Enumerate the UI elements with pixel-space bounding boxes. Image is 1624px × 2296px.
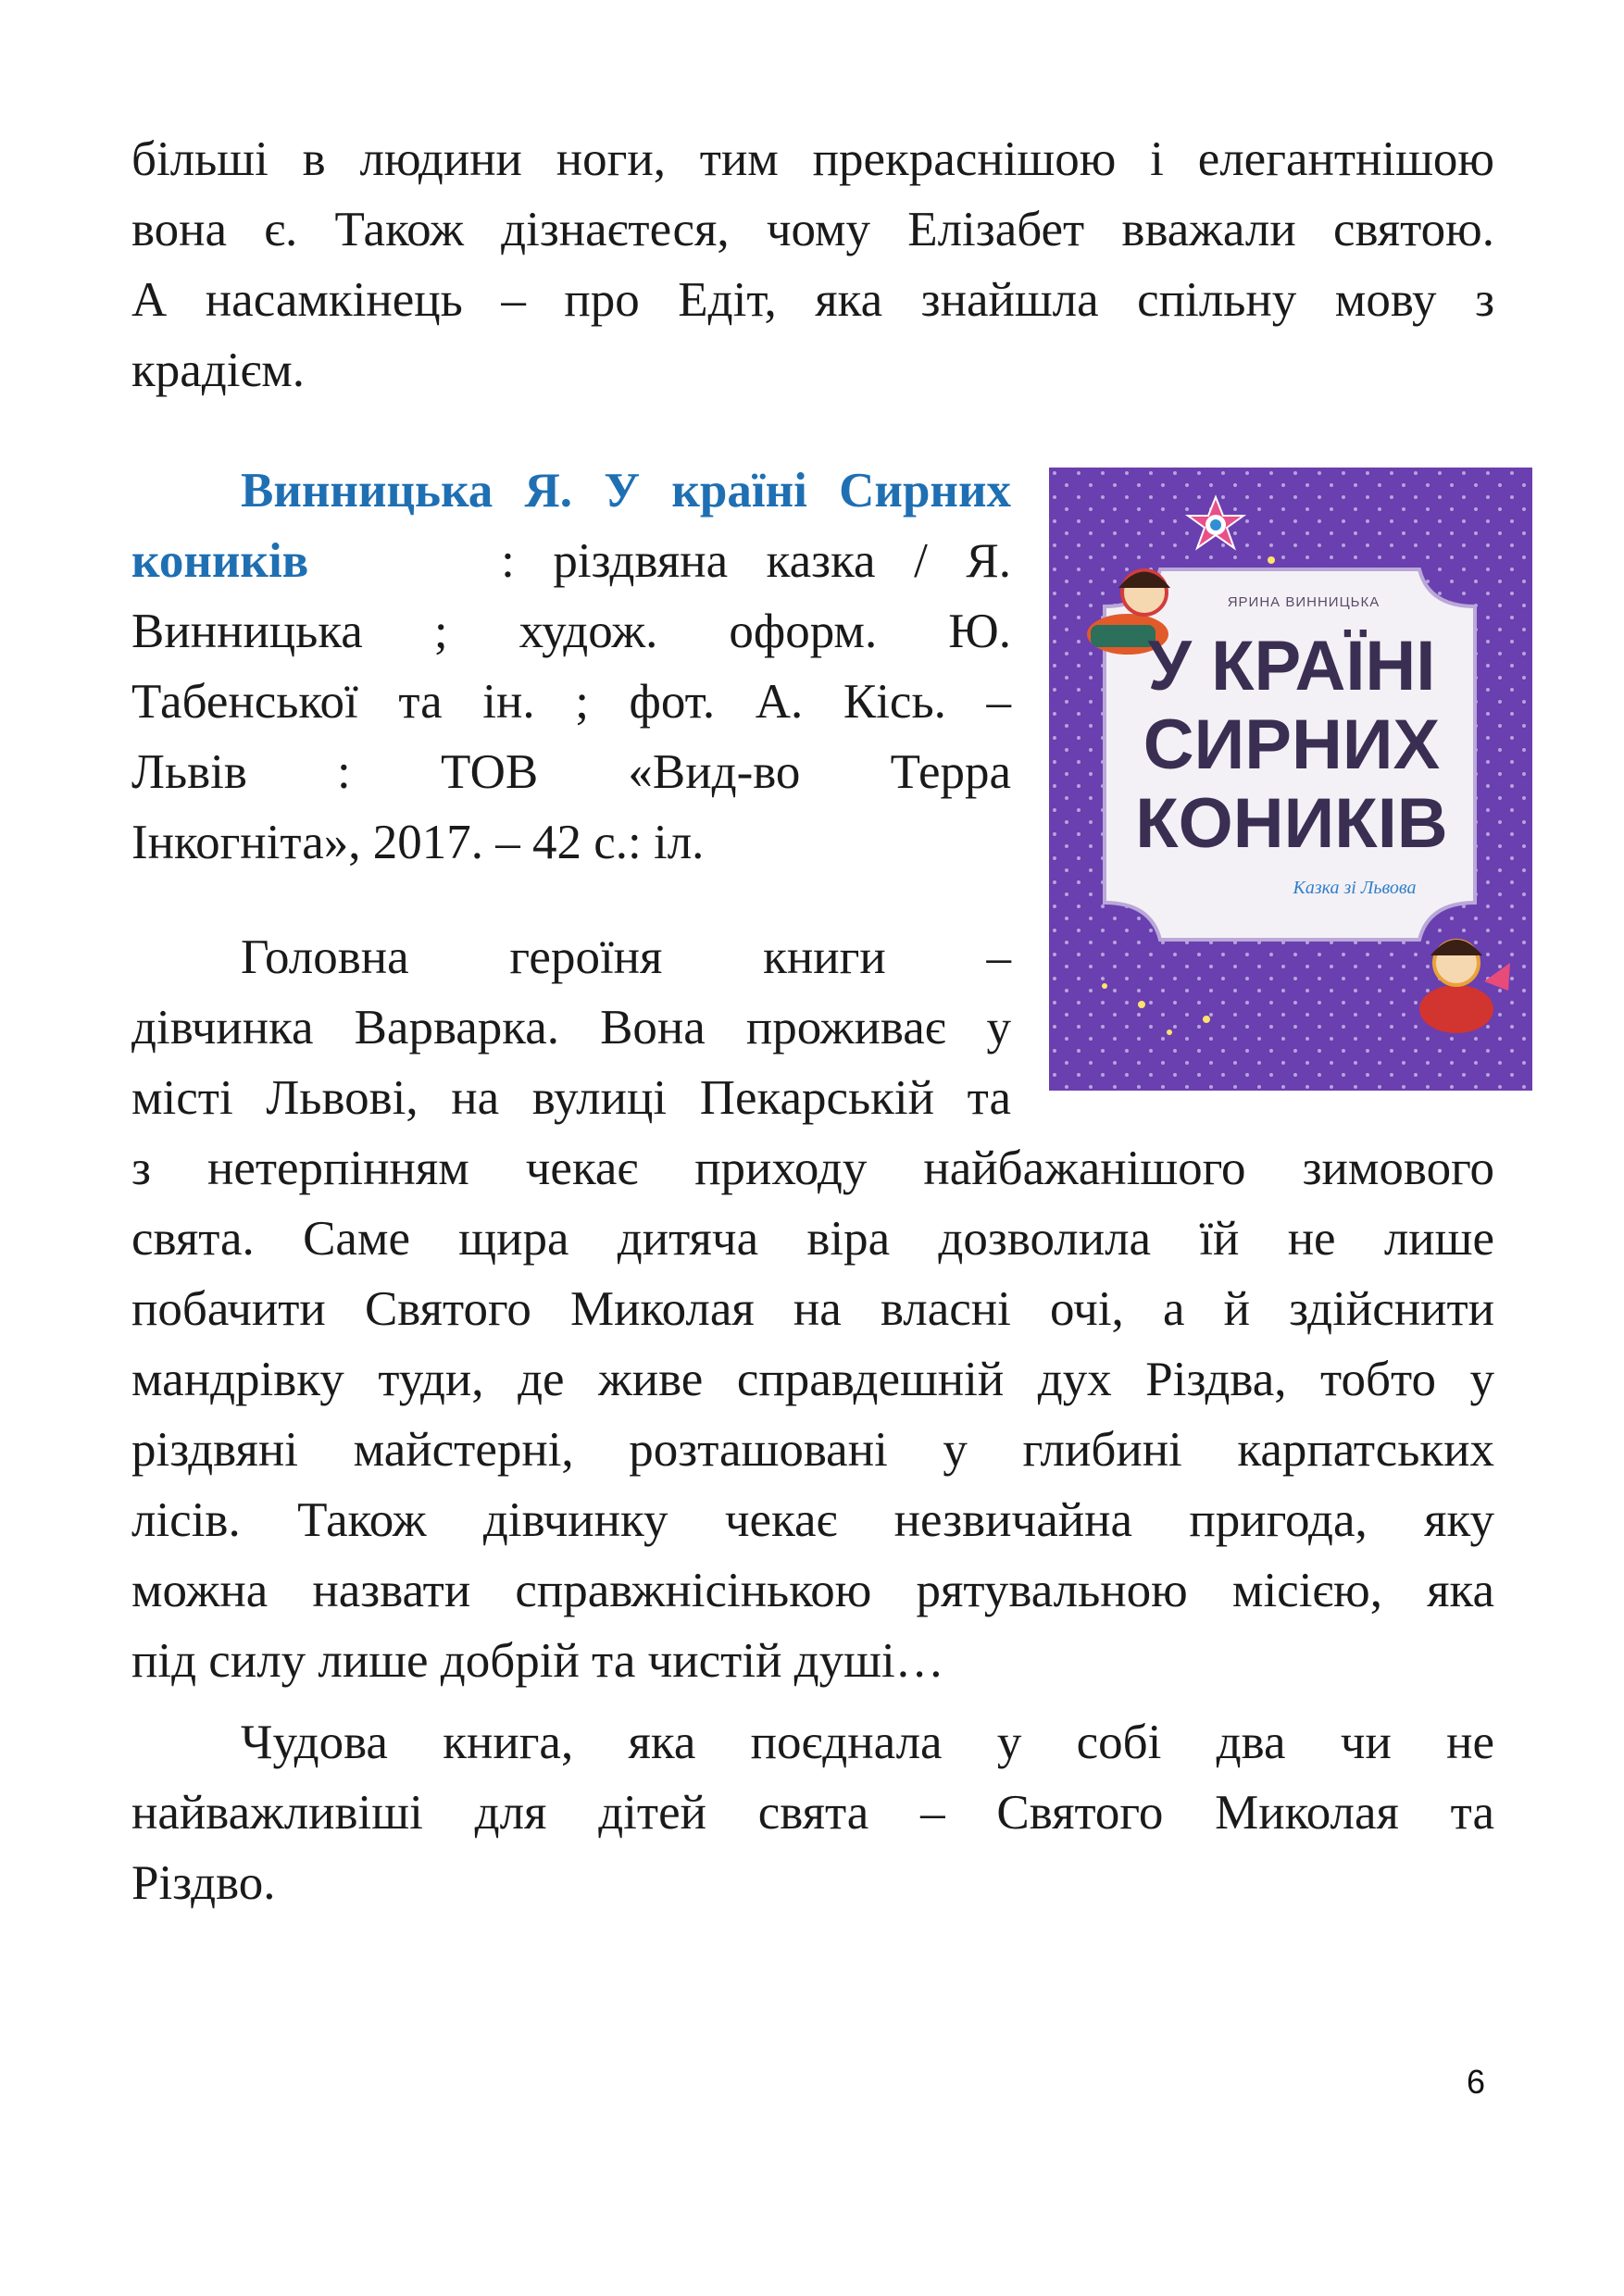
book-desc-text: : різдвяна казка / Я. [501, 534, 1011, 588]
intro-line: А насамкінець – про Едіт, яка знайшла спільну мову з [131, 273, 1494, 327]
summary-line: дівчинка Варварка. Вона проживає у [131, 1001, 1011, 1054]
cover-title-line: У КРАЇНІ [1147, 627, 1436, 705]
cover-author: ЯРИНА ВИННИЦЬКА [1227, 594, 1380, 610]
summary-line: мандрівку туди, де живе справдешній дух Різдва, тобто у [131, 1353, 1494, 1406]
closing-paragraph [131, 1707, 1494, 1918]
summary-line: Головна героїня книги – [241, 930, 1011, 984]
book-title: Винницька Я. У країні Сирних [241, 464, 1011, 518]
intro-paragraph [131, 124, 1494, 406]
intro-line: крадієм. [131, 343, 306, 397]
summary-line: свята. Саме щира дитяча віра дозволила їй не лише [131, 1212, 1494, 1266]
book-desc-line: Львів : ТОВ «Вид-во Терра [131, 745, 1011, 799]
book-title-continued: коників [131, 534, 309, 588]
book-title-line [131, 455, 1011, 526]
summary-line: лісів. Також дівчинку чекає незвичайна пригода, яку [131, 1493, 1494, 1547]
cover-title-line: КОНИКІВ [1135, 784, 1448, 863]
closing-line: Чудова книга, яка поєднала у собі два чи не [241, 1716, 1494, 1769]
summary-line: різдвяні майстерні, розташовані у глибині карпатських [131, 1423, 1494, 1477]
intro-line: більші в людини ноги, тим прекраснішою і елегантнішою [131, 132, 1494, 186]
book-desc-line: Винницька ; худож. оформ. Ю. [131, 605, 1011, 658]
summary-line: побачити Святого Миколая на власні очі, а й здійснити [131, 1282, 1494, 1336]
closing-line: найважливіші для дітей свята – Святого Миколая та [131, 1786, 1494, 1840]
cover-subtitle: Казка зі Львова [1293, 878, 1417, 898]
summary-line: місті Львові, на вулиці Пекарській та [131, 1071, 1011, 1125]
summary-line: можна назвати справжнісінькою рятувальною місією, яка [131, 1564, 1494, 1617]
page-number: 6 [1466, 2063, 1485, 2101]
summary-line: під силу лише добрій та чистій душі… [131, 1634, 944, 1688]
intro-line: вона є. Також дізнаєтеся, чому Елізабет вважали святою. [131, 203, 1494, 256]
summary-paragraph [131, 922, 1494, 1696]
closing-line: Різдво. [131, 1856, 276, 1910]
book-desc-line [131, 526, 1011, 596]
book-entry [131, 455, 1011, 878]
book-desc-line: Інкогніта», 2017. – 42 с.: іл. [131, 816, 705, 869]
cover-title-line: СИРНИХ [1143, 705, 1441, 784]
book-desc-line: Табенської та ін. ; фот. А. Кісь. – [131, 675, 1011, 729]
summary-line: з нетерпінням чекає приходу найбажанішого зимового [131, 1142, 1494, 1195]
